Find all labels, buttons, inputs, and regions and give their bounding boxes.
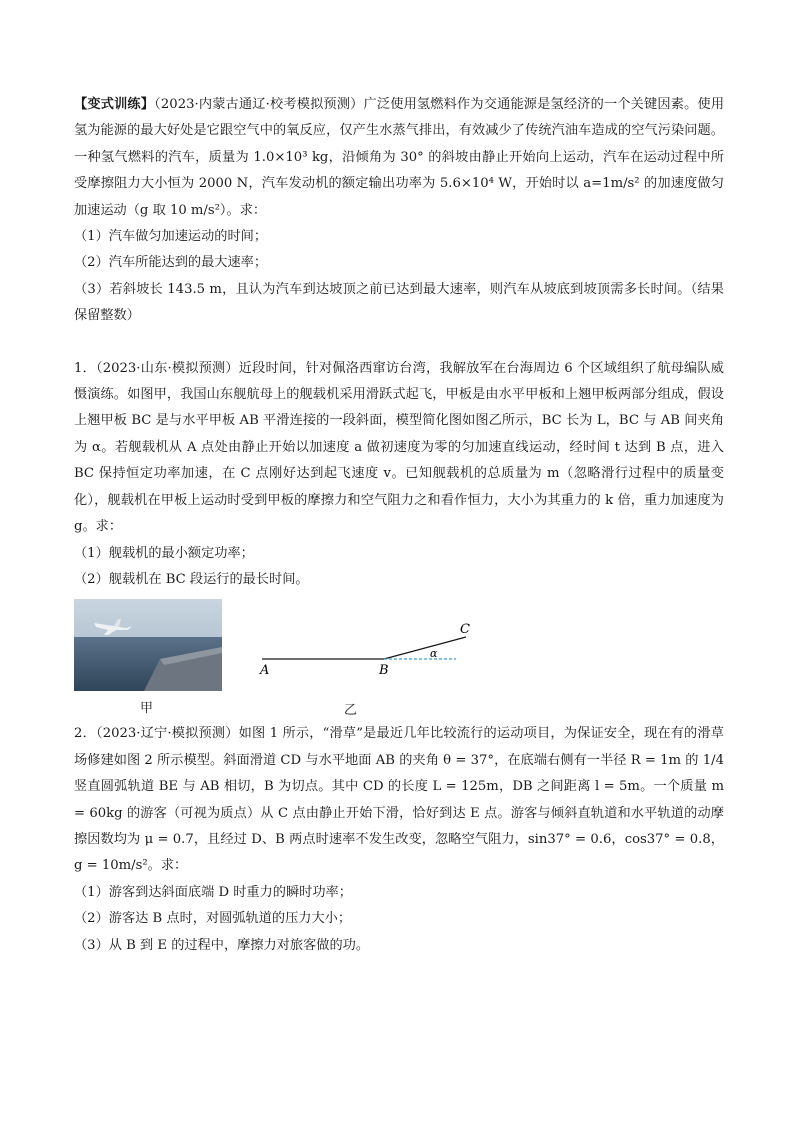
carrier-photo xyxy=(74,599,222,691)
problem1-figures xyxy=(74,599,724,721)
figure-yi-caption: 乙 xyxy=(344,703,358,719)
problem2-q2: （2）游客达 B 点时，对圆弧轨道的压力大小； xyxy=(74,911,352,927)
variant-q1: （1）汽车做匀加速运动的时间； xyxy=(74,229,268,245)
figure-jia-caption: 甲 xyxy=(140,701,154,717)
label-a: A xyxy=(260,663,270,679)
document-page xyxy=(74,92,724,959)
label-c: C xyxy=(460,622,470,638)
variant-q2: （2）汽车所能达到的最大速率； xyxy=(74,255,268,271)
label-b: B xyxy=(379,663,389,679)
problem1-text: 1．（2023·山东·模拟预测）近段时间，针对佩洛西窜访台湾，我解放军在台海周边 6 个区域组织了航母编队威慑演练。如图甲，我国山东舰航母上的舰载机采用滑跃式起飞，甲板是由水平甲板和上翘甲板两部分组成，假设上翘甲板 BC 是与水平甲板 AB 平滑连接的一段斜面，模型简化图如图乙所示，BC 长为 L，BC 与 AB 间夹角为 α。若舰载机从 A 点处由静止开始以加速度 a 做初速度为零的匀加速直线运动，经时间 t 达到 B 点，进入 BC 保持恒定功率加速，在 C 点刚好达到起飞速度 v。已知舰载机的总质量为 m（忽略滑行过程中的质量变化），舰载机在甲板上运动时受到甲板的摩擦力和空气阻力之和看作恒力，大小为其重力的 k 倍，重力加速度为 g。求： xyxy=(74,360,724,535)
spacer xyxy=(74,330,724,356)
variant-tag: 【变式训练】 xyxy=(74,97,155,112)
problem2-q3: （3）从 B 到 E 的过程中，摩擦力对旅客做的功。 xyxy=(74,937,370,953)
problem2-q1: （1）游客到达斜面底端 D 时重力的瞬时功率； xyxy=(74,884,352,900)
variant-paragraph xyxy=(74,92,724,224)
problem1-q1: （1）舰载机的最小额定功率； xyxy=(74,545,254,561)
deck-diagram xyxy=(254,619,484,679)
label-alpha: α xyxy=(430,647,438,661)
problem1-q2: （2）舰载机在 BC 段运行的最长时间。 xyxy=(74,571,309,587)
variant-text: （2023·内蒙古通辽·校考模拟预测）广泛使用氢燃料作为交通能源是氢经济的一个关键因素。使用氢为能源的最大好处是它跟空气中的氧反应，仅产生水蒸气排出，有效减少了传统汽油车造成的空气污染问题。一种氢气燃料的汽车，质量为 1.0×10³ kg，沿倾角为 30° 的斜坡由静止开始向上运动，汽车在运动过程中所受摩擦阻力大小恒为 2000 N，汽车发动机的额定输出功率为 5.6×10⁴ W，开始时以 a=1m/s² 的加速度做匀加速运动（g 取 10 m/s²）。求： xyxy=(74,97,725,218)
variant-q3: （3）若斜坡长 143.5 m，且认为汽车到达坡顶之前已达到最大速率，则汽车从坡底到坡顶需多长时间。（结果保留整数） xyxy=(74,281,724,324)
problem2-text: 2．（2023·辽宁·模拟预测）如图 1 所示，“滑草”是最近几年比较流行的运动项目，为保证安全，现在有的滑草场修建如图 2 所示模型。斜面滑道 CD 与水平地面 AB 的夹角 θ = 37°，在底端右侧有一半径 R = 1m 的 1/4 竖直圆弧轨道 BE 与 AB 相切，B 为切点。其中 CD 的长度 L = 125m，DB 之间距离 l = 5m。一个质量 m = 60kg 的游客（可视为质点）从 C 点由静止开始下滑，恰好到达 E 点。游客与倾斜直轨道和水平轨道的动摩擦因数均为 μ = 0.7，且经过 D、B 两点时速率不发生改变，忽略空气阻力，sin37° = 0.6，cos37° = 0.8，g = 10m/s²。求： xyxy=(74,726,724,874)
